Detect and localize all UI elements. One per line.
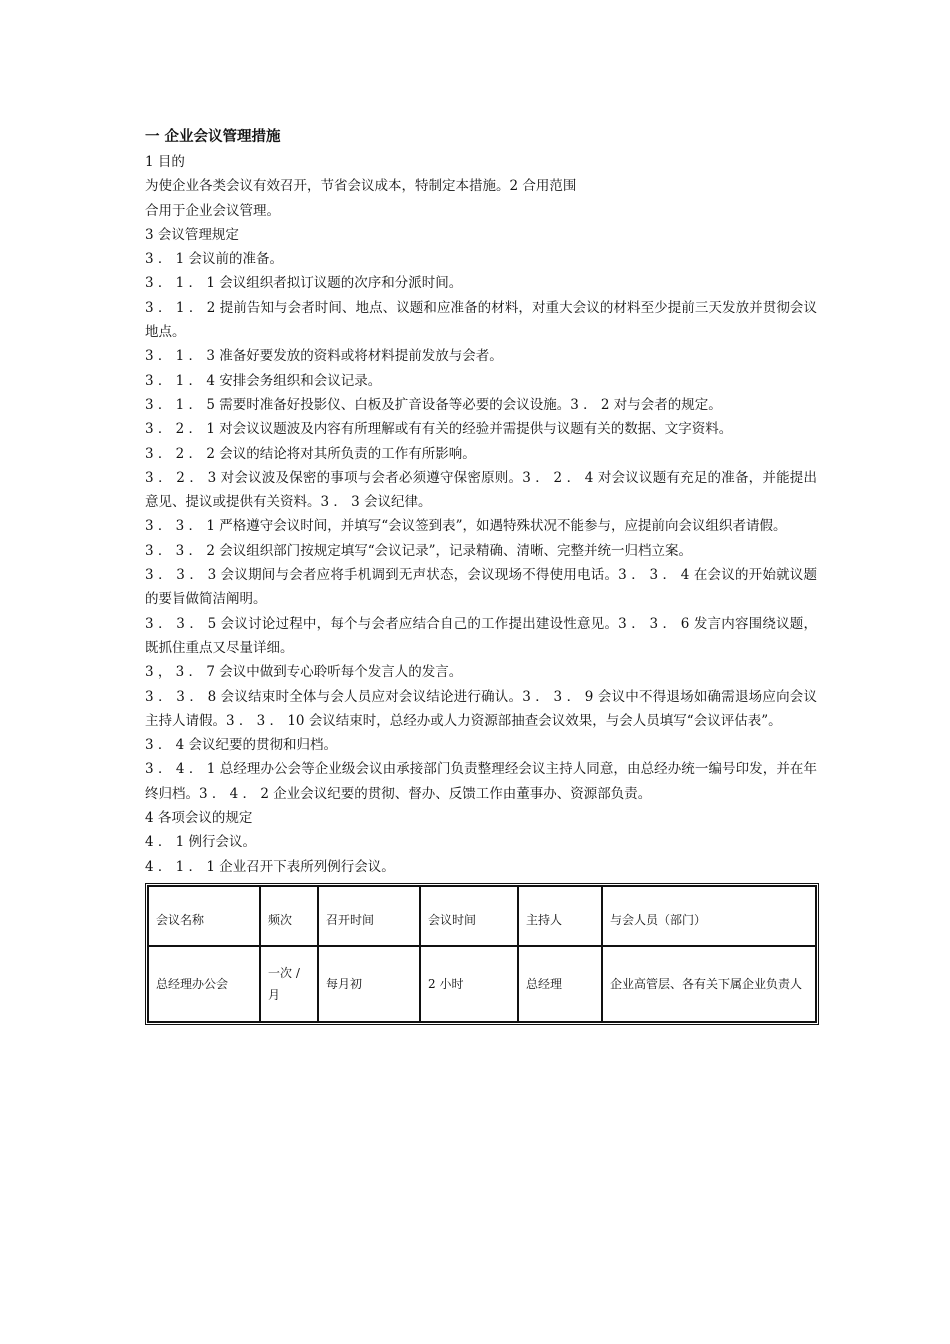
table-header-cell: 召开时间 [318,886,420,946]
paragraph: 3 ． 3 ． 3 会议期间与会者应将手机调到无声状态，会议现场不得使用电话。3 ． 3 ． 4 在会议的开始就议题的要旨做简洁阐明。 [145,567,817,608]
paragraph: 1 目的 [145,154,185,170]
paragraph: 3 ． 3 ． 8 会议结束时全体与会人员应对会议结论进行确认。3 ． 3 ． 9 会议中不得退场如确需退场应向会议主持人请假。3 ． 3 ． 10 会议结束时，总经办或人力资源部抽查会议效果，与会人员填写“会议评估表”。 [145,688,817,729]
paragraph: 4 各项会议的规定 [145,810,253,827]
paragraph: 3 ． 3 ． 1 严格遵守会议时间，并填写“会议签到表”，如遇特殊状况不能参与，应提前向会议组织者请假。 [145,518,787,535]
paragraph: 4 ． 1 ． 1 企业召开下表所列例行会议。 [145,858,395,875]
table-header-row [148,886,816,946]
paragraph: 3 ． 3 ． 2 会议组织部门按规定填写“会议记录”，记录精确、清晰、完整并统一归档立案。 [145,542,693,559]
paragraph: 4 ． 1 例行会议。 [145,834,257,851]
table-row [148,946,816,1022]
meeting-table [145,883,819,1025]
table-header-cell: 频次 [260,886,318,946]
table-cell: 每月初 [318,946,420,1022]
table-header-cell: 会议名称 [148,886,260,946]
paragraph: 3 ． 1 ． 1 会议组织者拟订议题的次序和分派时间。 [145,275,463,292]
document-title: 一 企业会议管理措施 [145,129,281,145]
document-page [145,125,817,1025]
paragraph: 3 ． 1 ． 4 安排会务组织和会议记录。 [145,372,382,389]
table-cell: 总经理办公会 [148,946,260,1022]
paragraph: 3 ． 2 ． 1 对会议议题波及内容有所理解或有有关的经验并需提供与议题有关的数据、文字资料。 [145,421,733,438]
paragraph: 3 ． 2 ． 3 对会议波及保密的事项与会者必须遵守保密原则。3 ． 2 ． 4 对会议议题有充足的准备，并能提出意见、提议或提供有关资料。3 ． 3 会议纪律。 [145,469,817,511]
table-header-cell: 与会人员（部门） [602,886,816,946]
table-cell: 总经理 [518,946,602,1022]
paragraph: 3 ． 1 会议前的准备。 [145,251,284,268]
paragraph: 3 ， 3 ． 7 会议中做到专心聆听每个发言人的发言。 [145,664,463,681]
table-cell: 一次 / 月 [260,946,318,1022]
paragraph: 3 ． 2 ． 2 会议的结论将对其所负责的工作有所影响。 [145,445,476,462]
paragraph: 3 ． 1 ． 2 提前告知与会者时间、地点、议题和应准备的材料，对重大会议的材料至少提前三天发放并贯彻会议地点。 [145,299,817,341]
table-cell: 企业高管层、各有关下属企业负责人 [602,946,816,1022]
paragraph: 3 ． 3 ． 5 会议讨论过程中，每个与会者应结合自己的工作提出建设性意见。3 ． 3 ． 6 发言内容围绕议题，既抓住重点又尽量详细。 [145,615,817,656]
table-header-cell: 主持人 [518,886,602,946]
paragraph: 3 ． 1 ． 5 需要时准备好投影仪、白板及扩音设备等必要的会议设施。3 ． 2 对与会者的规定。 [145,396,722,413]
table-header-cell: 会议时间 [420,886,518,946]
paragraph: 3 ． 1 ． 3 准备好要发放的资料或将材料提前发放与会者。 [145,348,503,365]
paragraph: 3 ． 4 会议纪要的贯彻和归档。 [145,737,338,754]
paragraph: 3 会议管理规定 [145,226,239,243]
paragraph: 合用于企业会议管理。 [145,202,280,219]
paragraph: 为使企业各类会议有效召开，节省会议成本，特制定本措施。2 合用范围 [145,178,577,195]
paragraph: 3 ． 4 ． 1 总经理办公会等企业级会议由承接部门负责整理经会议主持人同意，由总经办统一编号印发，并在年终归档。3 ． 4 ． 2 企业会议纪要的贯彻、督办、反馈工作由董事办、资源部负责。 [145,761,817,802]
table-cell: 2 小时 [420,946,518,1022]
